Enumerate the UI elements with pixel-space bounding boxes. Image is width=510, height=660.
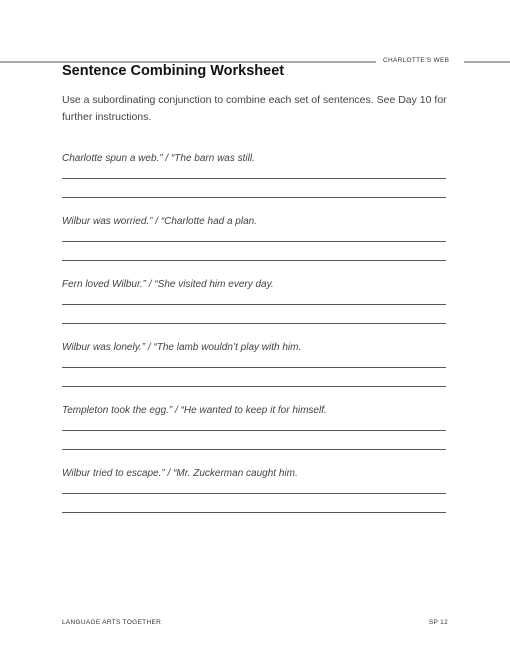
worksheet-item-4: [62, 342, 446, 402]
page-header: [0, 28, 510, 64]
worksheet-item-2: [62, 216, 446, 276]
item-prompt: Wilbur tried to escape.” / “Mr. Zuckerman caught him.: [62, 468, 298, 479]
worksheet-item-3: [62, 279, 446, 339]
footer-page-number: SP 12: [428, 619, 448, 626]
item-prompt: Charlotte spun a web.” / “The barn was still.: [62, 153, 255, 164]
worksheet-item-6: [62, 468, 446, 528]
worksheet-item-1: [62, 153, 446, 213]
item-prompt: Fern loved Wilbur.” / “She visited him every day.: [62, 279, 274, 290]
item-prompt: Wilbur was worried.” / “Charlotte had a plan.: [62, 216, 257, 227]
answer-line-1[interactable]: [62, 493, 446, 494]
item-prompt: Wilbur was lonely.” / “The lamb wouldn’t play with him.: [62, 342, 302, 353]
answer-line-2[interactable]: [62, 197, 446, 198]
footer-series: LANGUAGE ARTS TOGETHER: [62, 619, 162, 626]
worksheet-item-5: [62, 405, 446, 465]
worksheet-instructions: Use a subordinating conjunction to combine each set of sentences. See Day 10 for further instructions.: [62, 94, 447, 123]
answer-line-2[interactable]: [62, 386, 446, 387]
answer-line-1[interactable]: [62, 430, 446, 431]
answer-line-1[interactable]: [62, 304, 446, 305]
answer-line-1[interactable]: [62, 367, 446, 368]
answer-line-2[interactable]: [62, 449, 446, 450]
item-prompt: Templeton took the egg.” / “He wanted to keep it for himself.: [62, 405, 327, 416]
answer-line-2[interactable]: [62, 512, 446, 513]
header-book-title: CHARLOTTE’S WEB: [383, 57, 450, 64]
answer-line-2[interactable]: [62, 323, 446, 324]
answer-line-1[interactable]: [62, 178, 446, 179]
answer-line-1[interactable]: [62, 241, 446, 242]
header-rule-right: [464, 61, 510, 63]
answer-line-2[interactable]: [62, 260, 446, 261]
worksheet-title: Sentence Combining Worksheet: [62, 63, 285, 79]
